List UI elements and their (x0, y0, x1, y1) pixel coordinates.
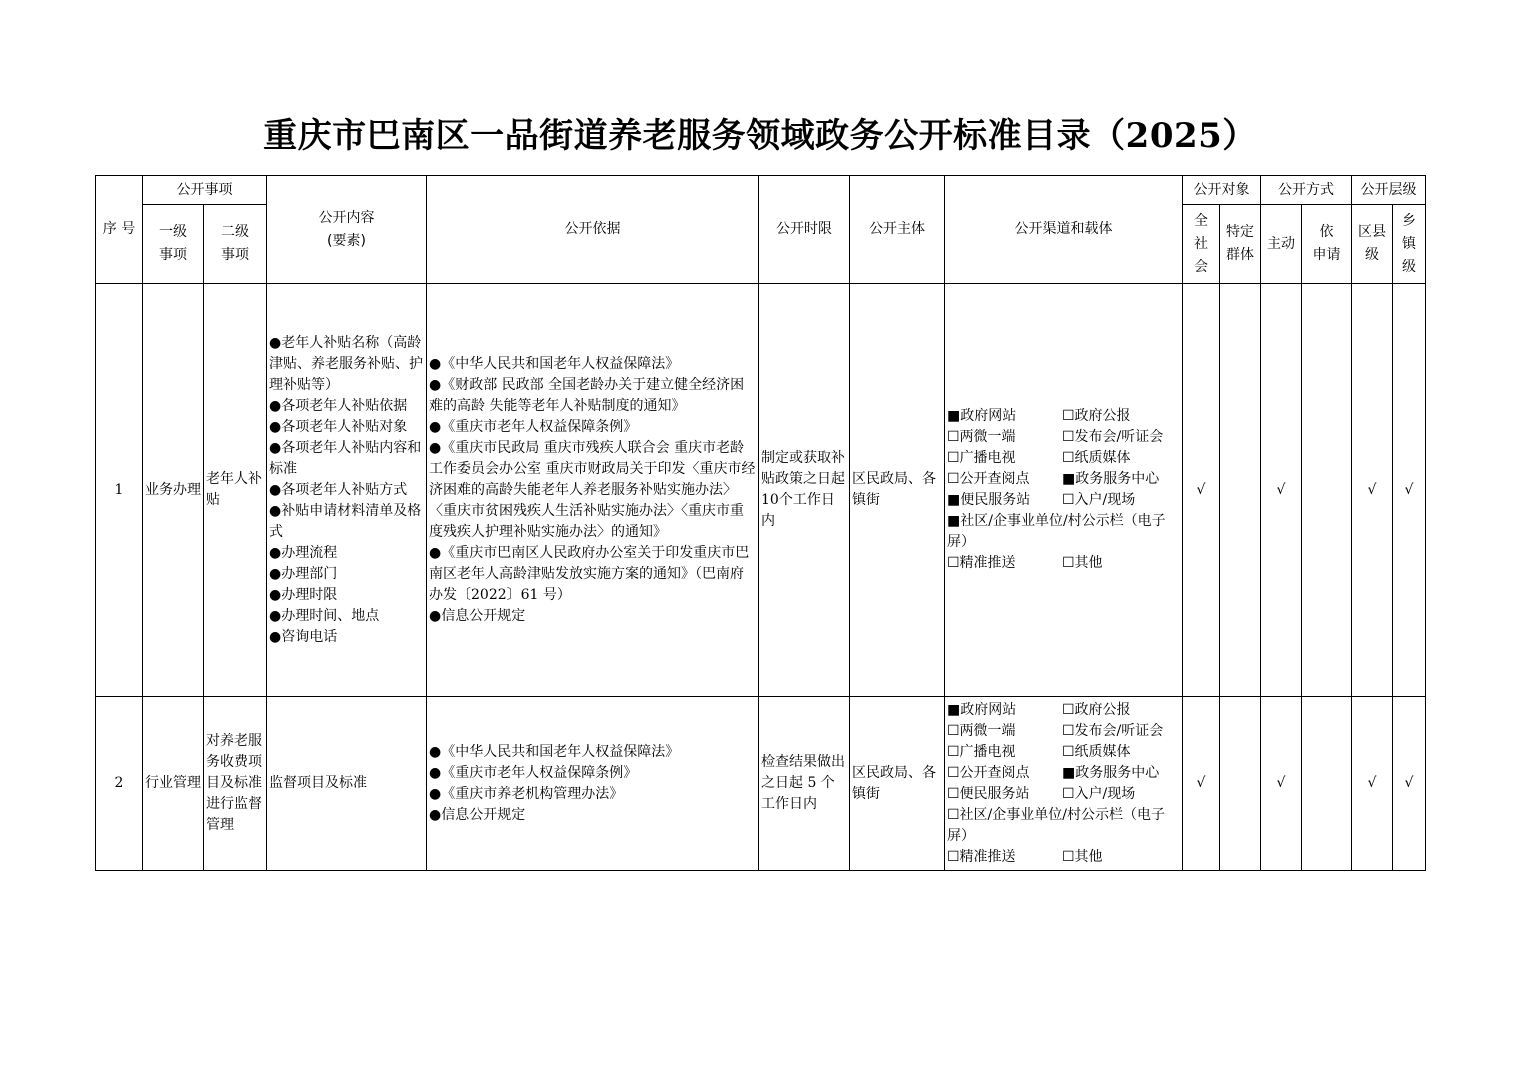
row-time: 检查结果做出之日起 5 个工作日内 (759, 697, 850, 871)
table-row (96, 697, 1426, 871)
row-content: ●老年人补贴名称（高龄津贴、养老服务补贴、护理补贴等） ●各项老年人补贴依据 ●各项老年人补贴对象 ●各项老年人补贴内容和标准 ●各项老年人补贴方式 ●补贴申请材料清单及格式 ●办理流程 ●办理部门 ●办理时限 ●办理时间、地点 ●咨询电话 (267, 284, 427, 697)
header-target-all: 全 社 会 (1183, 205, 1220, 284)
row-content: 监督项目及标准 (267, 697, 427, 871)
header-time: 公开时限 (759, 176, 850, 284)
header-items: 公开事项 (143, 176, 267, 205)
header-level-town: 乡 镇 级 (1393, 205, 1426, 284)
header-method: 公开方式 (1261, 176, 1352, 205)
row-target-group (1220, 697, 1261, 871)
row-seq: 1 (96, 284, 143, 697)
header-basis: 公开依据 (427, 176, 759, 284)
row-basis: ●《中华人民共和国老年人权益保障法》 ●《财政部 民政部 全国老龄办关于建立健全经济困难的高龄 失能等老年人补贴制度的通知》 ●《重庆市老年人权益保障条例》 ●《重庆市民政局 重庆市残疾人联合会 重庆市老龄工作委员会办公室 重庆市财政局关于印发〈重庆市经济困难的高龄失能老年人养老服务补贴实施办法〉〈重庆市贫困残疾人生活补贴实施办法〉〈重庆市重度残疾人护理补贴实施办法〉的通知》 ●《重庆市巴南区人民政府办公室关于印发重庆市巴南区老年人高龄津贴发放实施方案的通知》（巴南府办发〔2022〕61 号） ●信息公开规定 (427, 284, 759, 697)
header-channel: 公开渠道和载体 (945, 176, 1183, 284)
row-level2: 老年人补贴 (204, 284, 267, 697)
row-level-town: √ (1393, 697, 1426, 871)
row-level1: 行业管理 (143, 697, 204, 871)
row-subject: 区民政局、各镇街 (850, 284, 945, 697)
table-row (96, 284, 1426, 697)
header-seq: 序 号 (96, 176, 143, 284)
row-channels: ■政府网站 ☐政府公报 ☐两微一端 ☐发布会/听证会 ☐广播电视 ☐纸质媒体 ☐公开查阅点 ■政务服务中心 ☐便民服务站 ☐入户/现场 ☐社区/企事业单位/村公示栏（电子屏） ☐精准推送 ☐其他 (945, 697, 1183, 871)
page-title: 重庆市巴南区一品街道养老服务领域政务公开标准目录（2025） (263, 116, 1257, 156)
row-target-all: √ (1183, 697, 1220, 871)
row-level2: 对养老服务收费项目及标准进行监督管理 (204, 697, 267, 871)
header-method-apply: 依 申请 (1302, 205, 1352, 284)
header-level: 公开层级 (1352, 176, 1426, 205)
row-time: 制定或获取补贴政策之日起10个工作日内 (759, 284, 850, 697)
header-target-group: 特定 群体 (1220, 205, 1261, 284)
row-channels: ■政府网站 ☐政府公报 ☐两微一端 ☐发布会/听证会 ☐广播电视 ☐纸质媒体 ☐公开查阅点 ■政务服务中心 ■便民服务站 ☐入户/现场 ■社区/企事业单位/村公示栏（电子屏） ☐精准推送 ☐其他 (945, 284, 1183, 697)
row-method-active: √ (1261, 284, 1302, 697)
row-method-apply (1302, 284, 1352, 697)
row-basis: ●《中华人民共和国老年人权益保障法》 ●《重庆市老年人权益保障条例》 ●《重庆市养老机构管理办法》 ●信息公开规定 (427, 697, 759, 871)
catalog-table (95, 175, 1426, 871)
row-target-all: √ (1183, 284, 1220, 697)
row-target-group (1220, 284, 1261, 697)
row-subject: 区民政局、各镇街 (850, 697, 945, 871)
row-level1: 业务办理 (143, 284, 204, 697)
row-level-county: √ (1352, 697, 1393, 871)
row-method-active: √ (1261, 697, 1302, 871)
row-level-town: √ (1393, 284, 1426, 697)
header-level-county: 区县 级 (1352, 205, 1393, 284)
row-seq: 2 (96, 697, 143, 871)
header-subject: 公开主体 (850, 176, 945, 284)
header-method-active: 主动 (1261, 205, 1302, 284)
row-method-apply (1302, 697, 1352, 871)
header-level1: 一级 事项 (143, 205, 204, 284)
header-level2: 二级 事项 (204, 205, 267, 284)
row-level-county: √ (1352, 284, 1393, 697)
header-content: 公开内容 (要素) (267, 176, 427, 284)
header-target: 公开对象 (1183, 176, 1261, 205)
